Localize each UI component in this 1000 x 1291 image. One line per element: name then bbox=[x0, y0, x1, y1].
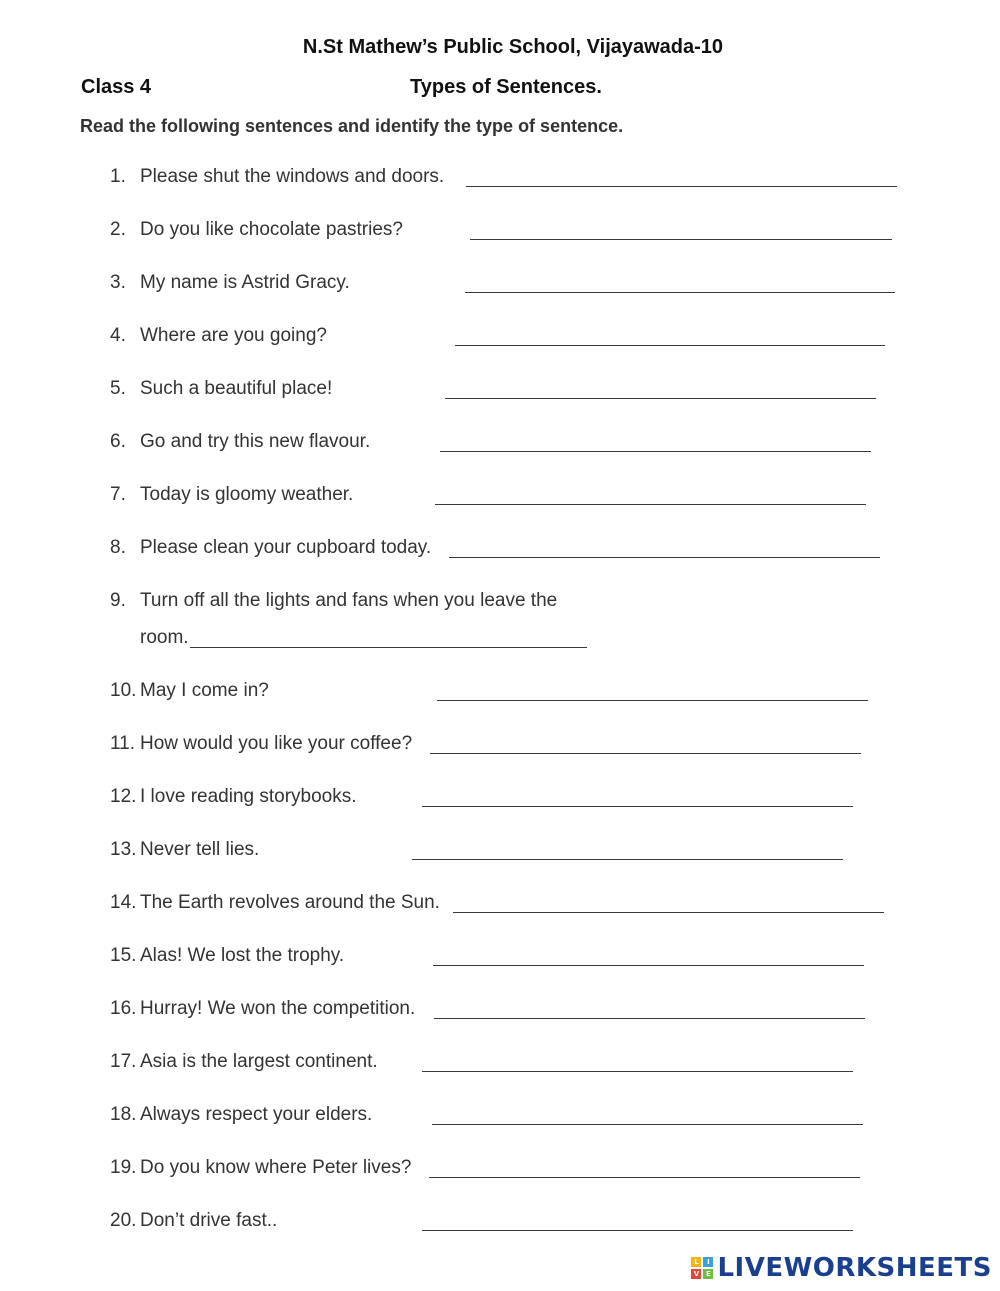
question-8 bbox=[110, 537, 431, 559]
answer-line-2[interactable] bbox=[470, 239, 892, 240]
question-number: 12. bbox=[110, 786, 137, 807]
answer-line-10[interactable] bbox=[437, 700, 868, 701]
question-number: 19. bbox=[110, 1157, 137, 1178]
question-13 bbox=[110, 839, 259, 861]
question-5 bbox=[110, 378, 332, 400]
question-12 bbox=[110, 786, 357, 808]
liveworksheets-logo bbox=[691, 1253, 992, 1283]
answer-line-6[interactable] bbox=[440, 451, 871, 452]
answer-line-9[interactable] bbox=[190, 647, 587, 648]
question-number: 2. bbox=[110, 219, 126, 240]
question-text: Asia is the largest continent. bbox=[140, 1051, 378, 1072]
question-number: 13. bbox=[110, 839, 137, 860]
answer-line-20[interactable] bbox=[422, 1230, 853, 1231]
answer-line-13[interactable] bbox=[412, 859, 843, 860]
question-text: Such a beautiful place! bbox=[140, 378, 333, 399]
question-number: 4. bbox=[110, 325, 126, 346]
logo-block: E bbox=[703, 1269, 713, 1279]
answer-line-16[interactable] bbox=[434, 1018, 865, 1019]
answer-line-8[interactable] bbox=[449, 557, 880, 558]
question-text: Do you like chocolate pastries? bbox=[140, 219, 403, 240]
answer-line-11[interactable] bbox=[430, 753, 861, 754]
question-15 bbox=[110, 945, 344, 967]
question-text: Do you know where Peter lives? bbox=[140, 1157, 412, 1178]
class-label: Class 4 bbox=[81, 76, 152, 98]
question-text: How would you like your coffee? bbox=[140, 733, 413, 754]
question-number: 7. bbox=[110, 484, 126, 505]
question-text: I love reading storybooks. bbox=[140, 786, 357, 807]
question-18 bbox=[110, 1104, 372, 1126]
answer-line-3[interactable] bbox=[465, 292, 895, 293]
logo-block: I bbox=[703, 1257, 713, 1267]
logo-block: L bbox=[691, 1257, 701, 1267]
question-9-continuation: room. bbox=[140, 627, 189, 648]
question-14 bbox=[110, 892, 440, 914]
worksheet-topic: Types of Sentences. bbox=[410, 76, 602, 98]
question-text: Hurray! We won the competition. bbox=[140, 998, 416, 1019]
answer-line-19[interactable] bbox=[429, 1177, 860, 1178]
question-text: Never tell lies. bbox=[140, 839, 260, 860]
question-16 bbox=[110, 998, 415, 1020]
question-text: Where are you going? bbox=[140, 325, 327, 346]
logo-blocks-icon bbox=[691, 1257, 713, 1279]
question-number: 10. bbox=[110, 680, 137, 701]
answer-line-7[interactable] bbox=[435, 504, 866, 505]
question-number: 8. bbox=[110, 537, 126, 558]
question-number: 18. bbox=[110, 1104, 137, 1125]
question-text: Go and try this new flavour. bbox=[140, 431, 371, 452]
question-20 bbox=[110, 1210, 277, 1232]
answer-line-14[interactable] bbox=[453, 912, 884, 913]
instructions: Read the following sentences and identify the type of sentence. bbox=[80, 116, 624, 136]
question-number: 17. bbox=[110, 1051, 137, 1072]
question-4 bbox=[110, 325, 327, 347]
question-6 bbox=[110, 431, 370, 453]
question-text: May I come in? bbox=[140, 680, 269, 701]
question-number: 20. bbox=[110, 1210, 137, 1231]
answer-line-5[interactable] bbox=[445, 398, 876, 399]
question-text: Turn off all the lights and fans when you leave the bbox=[140, 590, 558, 611]
answer-line-4[interactable] bbox=[455, 345, 885, 346]
question-number: 9. bbox=[110, 590, 126, 611]
question-11 bbox=[110, 733, 412, 755]
question-2 bbox=[110, 219, 403, 241]
question-text: Alas! We lost the trophy. bbox=[140, 945, 345, 966]
question-number: 15. bbox=[110, 945, 137, 966]
question-1 bbox=[110, 166, 444, 188]
answer-line-18[interactable] bbox=[432, 1124, 863, 1125]
question-19 bbox=[110, 1157, 411, 1179]
answer-line-15[interactable] bbox=[433, 965, 864, 966]
question-number: 3. bbox=[110, 272, 126, 293]
question-9 bbox=[110, 590, 557, 612]
answer-line-1[interactable] bbox=[466, 186, 897, 187]
school-title: N.St Mathew’s Public School, Vijayawada-10 bbox=[302, 36, 724, 58]
question-17 bbox=[110, 1051, 378, 1073]
question-text: The Earth revolves around the Sun. bbox=[140, 892, 440, 913]
question-number: 6. bbox=[110, 431, 126, 452]
answer-line-12[interactable] bbox=[422, 806, 853, 807]
question-number: 14. bbox=[110, 892, 137, 913]
question-10 bbox=[110, 680, 269, 702]
question-text: Please shut the windows and doors. bbox=[140, 166, 445, 187]
brand-name: LIVEWORKSHEETS bbox=[717, 1253, 992, 1283]
question-text: My name is Astrid Gracy. bbox=[140, 272, 350, 293]
question-number: 5. bbox=[110, 378, 126, 399]
question-number: 11. bbox=[110, 733, 136, 754]
question-text: Today is gloomy weather. bbox=[140, 484, 354, 505]
question-3 bbox=[110, 272, 350, 294]
logo-block: V bbox=[691, 1269, 701, 1279]
question-text: Don’t drive fast.. bbox=[140, 1210, 278, 1231]
question-number: 16. bbox=[110, 998, 137, 1019]
question-text: Please clean your cupboard today. bbox=[140, 537, 432, 558]
question-text: Always respect your elders. bbox=[140, 1104, 373, 1125]
question-7 bbox=[110, 484, 353, 506]
answer-line-17[interactable] bbox=[422, 1071, 853, 1072]
question-number: 1. bbox=[110, 166, 126, 187]
